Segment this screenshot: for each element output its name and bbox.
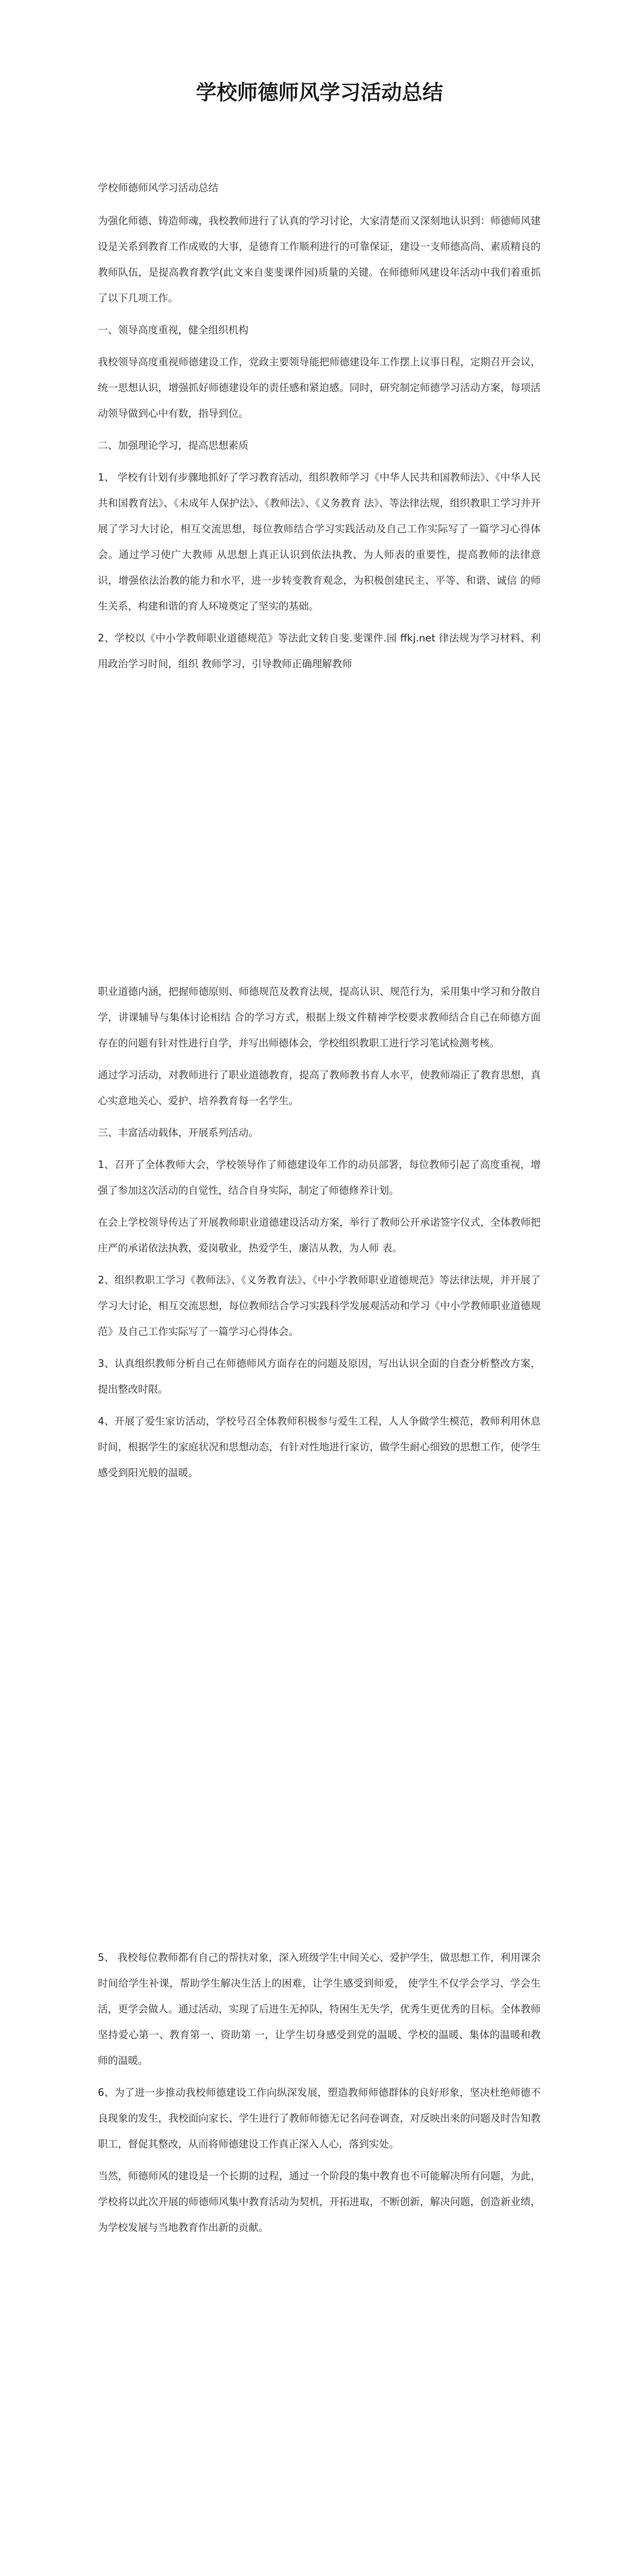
intro-paragraph: 为强化师德、铸造师魂，我校教师进行了认真的学习讨论，大家清楚而又深刻地认识到：师德师风建设是关系到教育工作成败的大事，是德育工作顺利进行的可靠保证，建设一支师德高尚、素质精良的教师队伍，是提高教育教学(此文来自斐斐课件园)质量的关键。在师德师风建设年活动中我们着重抓了以下几项工作。 — [98, 215, 541, 304]
paragraph: 3、认真组织教师分析自己在师德师风方面存在的问题及原因，写出认识全面的自查分析整改方案，提出整改时限。 — [98, 1358, 541, 1395]
paragraph: 通过学习活动，对教师进行了职业道德教育，提高了教师教书育人水平，使教师端正了教育思想，真心实意地关心、爱护、培养教育每一名学生。 — [98, 1069, 541, 1107]
page-title: 学校师德师风学习活动总结 — [196, 80, 443, 105]
paragraph: 我校领导高度重视师德建设工作，党政主要领导能把师德建设年工作摆上议事日程，定期召开会议，统一思想认识，增强抓好师德建设年的责任感和紧迫感。同时，研究制定师德学习活动方案，每项活动领导做到心中有数，指导到位。 — [98, 356, 541, 419]
paragraph: 2、学校以《中小学教师职业道德规范》等法此文转自斐.斐课件.园 ffkj.net 律法规为学习材料、利用政治学习时间，组织 教师学习，引导教师正确理解教师 — [98, 632, 541, 670]
section-heading: 三、丰富活动载体，开展系列活动。 — [98, 1127, 259, 1139]
paragraph: 当然，师德师风的建设是一个长期的过程，通过一个阶段的集中教育也不可能解决所有问题，为此，学校将以此次开展的师德师风集中教育活动为契机，开拓进取，不断创新，解决问题，创造新业绩，为学校发展与当地教育作出新的贡献。 — [98, 2170, 541, 2233]
paragraph: 1、 学校有计划有步骤地抓好了学习教育活动，组织教师学习《中华人民共和国教师法》、《中华人民共和国教育法》、《未成年人保护法》、《教师法》、《义务教育 法》、等法律法规，组织教职工学习并开展了学习大讨论，相互交流思想，每位教师结合学习实践活动及自己工作实际写了一篇学习心得体会。通过学习使广大教师 从思想上真正认识到依法执教、为人师表的重要性，提高教师的法律意识，增强依法治教的能力和水平，进一步转变教育观念，为积极创建民主、平等、和谐、诚信 的师生关系，构建和谐的育人环境奠定了坚实的基础。 — [98, 471, 541, 612]
content-section-1 — [98, 175, 541, 683]
paragraph: 1、召开了全体教师大会，学校领导作了师德建设年工作的动员部署，每位教师引起了高度重视，增强了参加这次活动的自觉性，结合自身实际，制定了师德修养计划。 — [98, 1159, 541, 1196]
section-heading: 二、加强理论学习，提高思想素质 — [98, 439, 249, 451]
content-section-3 — [98, 1945, 541, 2247]
section-heading: 一、领导高度重视，健全组织机构 — [98, 324, 249, 336]
paragraph: 4、开展了爱生家访活动，学校号召全体教师积极参与爱生工程，人人争做学生模范，教师利用休息时间，根据学生的家庭状况和思想动态，有针对性地进行家访，做学生耐心细致的思想工作，使学生感受到阳光般的温暖。 — [98, 1415, 541, 1479]
document-subtitle: 学校师德师风学习活动总结 — [98, 182, 219, 194]
paragraph: 5、 我校每位教师都有自己的帮扶对象，深入班级学生中间关心、爱护学生，做思想工作，利用课余时间给学生补课，帮助学生解决生活上的困难，让学生感受到师爱， 使学生不仅学会学习、学会生活，更学会做人。通过活动，实现了后进生无掉队，特困生无失学，优秀生更优秀的目标。全体教师坚持爱心第一、教育第一、资助第 一，让学生切身感受到党的温暖、学校的温暖、集体的温暖和教师的温暖。 — [98, 1952, 541, 2066]
paragraph: 6、为了进一步推动我校师德建设工作向纵深发展，塑造教师师德群体的良好形象，坚决杜绝师德不良现象的发生，我校面向家长、学生进行了教师师德无记名问卷调查，对反映出来的问题及时告知教职工，督促其整改，从而将师德建设工作真正深入人心，落到实处。 — [98, 2087, 541, 2150]
content-section-2 — [98, 979, 541, 1492]
paragraph: 职业道德内涵，把握师德原则、师德规范及教育法规，提高认识、规范行为，采用集中学习和分散自学，讲课辅导与集体讨论相结 合的学习方式，根据上级文件精神学校要求教师结合自己在师德方面存在的问题有针对性进行自学，并写出师德体会，学校组织教职工进行学习笔试检测考核。 — [98, 986, 541, 1049]
paragraph: 在会上学校领导传达了开展教师职业道德建设活动方案，举行了教师公开承诺签字仪式，全体教师把庄严的承诺依法执教，爱岗敬业，热爱学生，廉洁从教，为人师 表。 — [98, 1216, 541, 1254]
paragraph: 2、组织教职工学习《教师法》、《义务教育法》、《中小学教师职业道德规范》等法律法规，并开展了学习大讨论，相互交流思想，每位教师结合学习实践科学发展观活动和学习《中小学教师职业道德规范》及自己工作实际写了一篇学习心得体会。 — [98, 1274, 541, 1337]
